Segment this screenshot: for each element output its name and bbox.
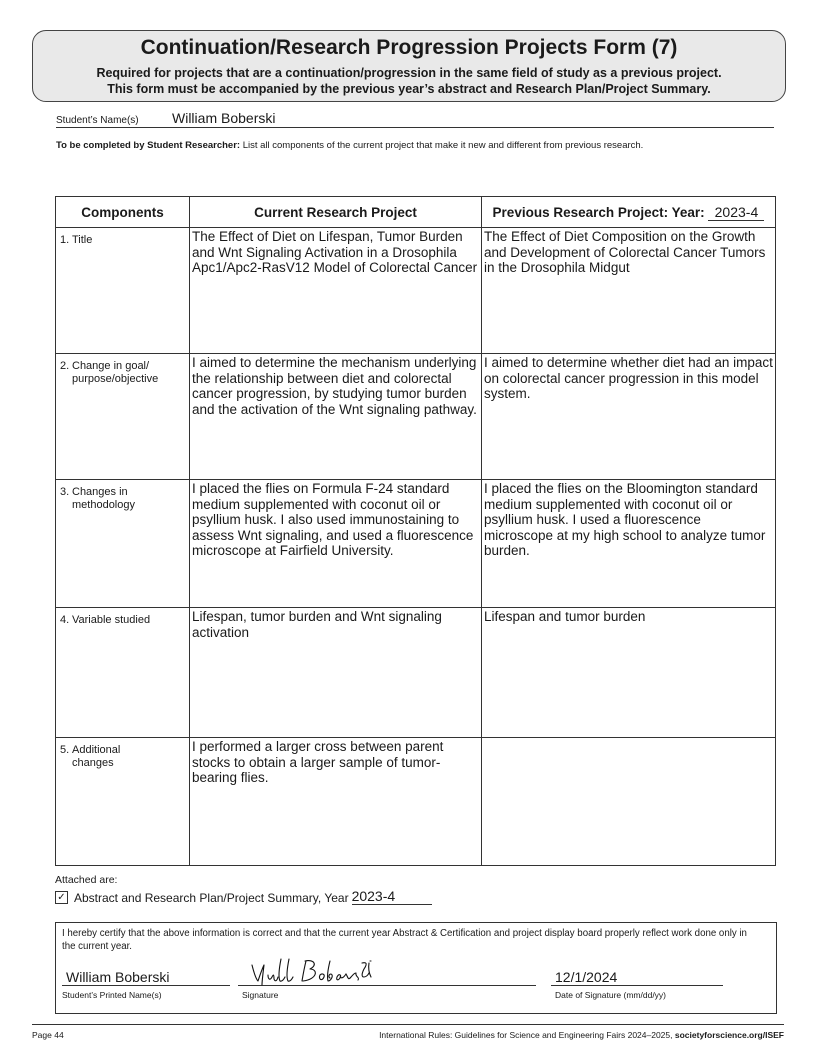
header-previous <box>482 197 776 228</box>
instructions <box>56 140 756 152</box>
table-row <box>56 608 776 738</box>
previous-year-field[interactable]: 2023-4 <box>708 204 764 221</box>
subtitle-line-1: Required for projects that are a continuation/progression in the same field of study as a previous project. <box>96 66 722 80</box>
certification-text: I hereby certify that the above information is correct and that the current year Abstract & Certification and project display board properly reflect work done only in the current year. <box>62 928 747 952</box>
footer-link[interactable]: societyforscience.org/ISEF <box>674 1030 784 1040</box>
printed-name-label: Student’s Printed Name(s) <box>62 990 162 1000</box>
attached-checkbox[interactable]: ✓ <box>55 891 68 904</box>
previous-variable-field[interactable]: Lifespan and tumor burden <box>482 608 776 738</box>
printed-name-value[interactable]: William Boberski <box>66 969 170 985</box>
attached-year-field[interactable]: 2023-4 <box>352 888 432 905</box>
table-row <box>56 480 776 608</box>
previous-methodology-field[interactable]: I placed the flies on the Bloomington standard medium supplemented with coconut oil or psyllium husk. I used a fluorescence microscope at my high school to analyze tumor burden. <box>482 480 776 608</box>
attached-label: Attached are: <box>55 874 118 886</box>
signature-field[interactable] <box>238 963 536 986</box>
header-previous-label: Previous Research Project: Year: <box>492 204 705 220</box>
current-methodology-field[interactable]: I placed the flies on Formula F-24 standard medium supplemented with coconut oil or psyllium husk. I also used immunostaining to assess Wnt signaling, and used a fluorescence microscope at Fairfield University. <box>190 480 482 608</box>
student-name-label: Student’s Name(s) <box>56 115 139 126</box>
row-label: 3. Changes in methodology <box>56 480 190 608</box>
date-field[interactable] <box>551 963 723 986</box>
handwritten-signature <box>248 955 408 989</box>
current-variable-field[interactable]: Lifespan, tumor burden and Wnt signaling activation <box>190 608 482 738</box>
footer-text: International Rules: Guidelines for Science and Engineering Fairs 2024–2025, societyforscience.org/ISEF <box>379 1030 784 1040</box>
student-name-value[interactable]: William Boberski <box>172 110 276 126</box>
row-label: 5. Additional changes <box>56 738 190 866</box>
current-title-field[interactable]: The Effect of Diet on Lifespan, Tumor Burden and Wnt Signaling Activation in a Drosophila Apc1/Apc2-RasV12 Model of Colorectal Cancer <box>190 228 482 354</box>
row-label: 1. Title <box>56 228 190 354</box>
form-header <box>32 30 786 102</box>
attached-item-text: Abstract and Research Plan/Project Summary, Year <box>74 891 349 905</box>
current-goal-field[interactable]: I aimed to determine the mechanism underlying the relationship between diet and colorectal cancer progression, by studying tumor burden and the activation of the Wnt signaling pathway. <box>190 354 482 480</box>
table-row <box>56 738 776 866</box>
table-row <box>56 228 776 354</box>
form-subtitle <box>33 65 785 97</box>
date-label: Date of Signature (mm/dd/yy) <box>555 990 667 1000</box>
printed-name-field[interactable] <box>62 963 230 986</box>
certification-box <box>55 922 777 1014</box>
header-components: Components <box>56 197 190 228</box>
signature-label: Signature <box>242 990 279 1000</box>
attached-item <box>55 888 432 905</box>
instructions-text: List all components of the current project that make it new and different from previous research. <box>240 140 644 151</box>
previous-additional-field[interactable] <box>482 738 776 866</box>
current-additional-field[interactable]: I performed a larger cross between parent stocks to obtain a larger sample of tumor-bearing flies. <box>190 738 482 866</box>
page-number: Page 44 <box>32 1030 64 1040</box>
student-name-field[interactable] <box>56 109 774 128</box>
header-current: Current Research Project <box>190 197 482 228</box>
footer-divider <box>32 1024 784 1025</box>
row-label: 2. Change in goal/ purpose/objective <box>56 354 190 480</box>
table-row <box>56 354 776 480</box>
previous-goal-field[interactable]: I aimed to determine whether diet had an impact on colorectal cancer progression in this model system. <box>482 354 776 480</box>
instructions-bold: To be completed by Student Researcher: <box>56 140 241 151</box>
form-title: Continuation/Research Progression Projects Form (7) <box>140 36 678 59</box>
row-label: 4. Variable studied <box>56 608 190 738</box>
subtitle-line-2: This form must be accompanied by the previous year’s abstract and Research Plan/Project Summary. <box>107 82 711 96</box>
previous-title-field[interactable]: The Effect of Diet Composition on the Growth and Development of Colorectal Cancer Tumors in the Drosophila Midgut <box>482 228 776 354</box>
components-table <box>55 196 776 866</box>
date-value[interactable]: 12/1/2024 <box>555 969 618 985</box>
